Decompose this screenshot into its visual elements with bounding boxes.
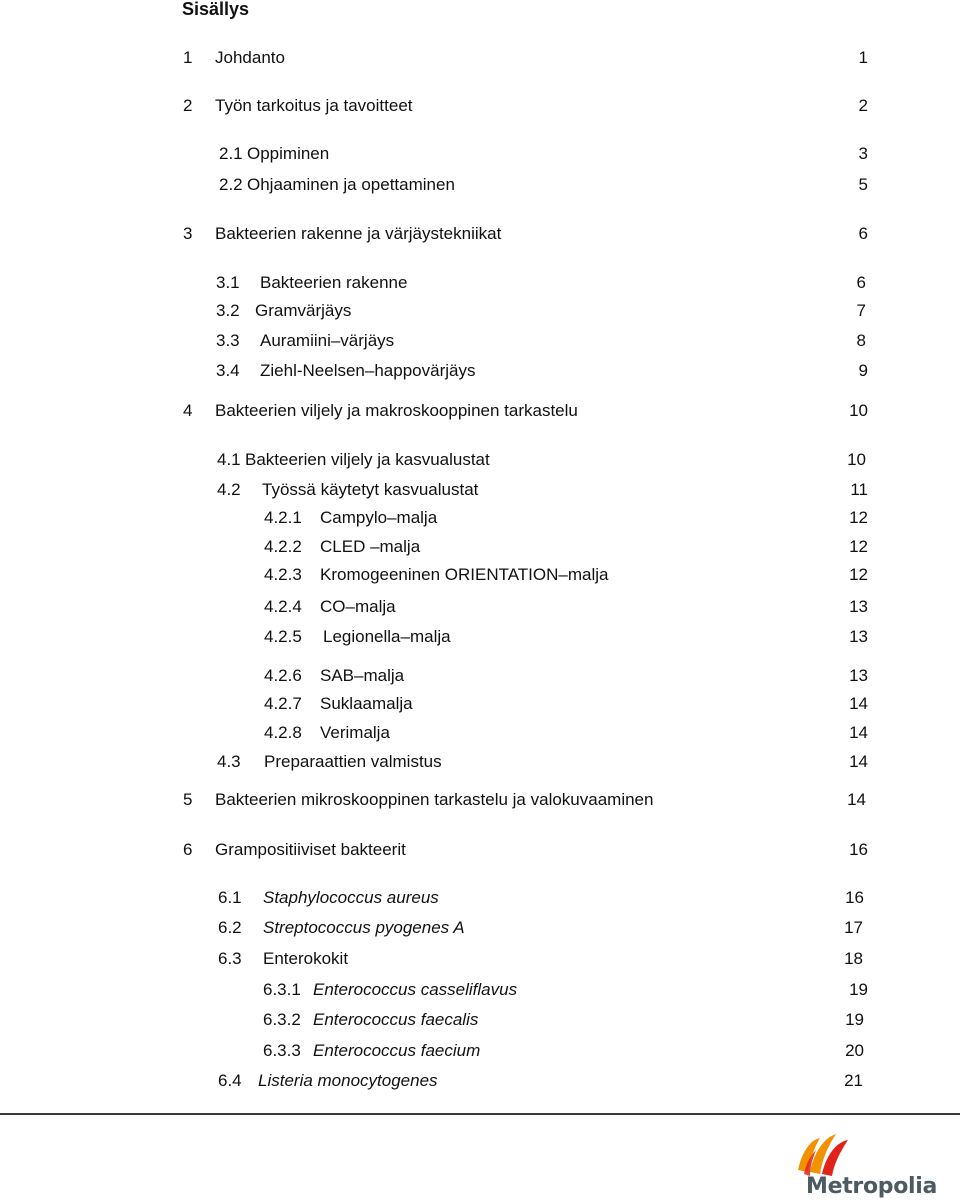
toc-entry-page: 16 <box>849 840 868 859</box>
toc-entry-title: Työn tarkoitus ja tavoitteet <box>215 96 413 115</box>
toc-entry-number: 4.2.4 <box>264 597 302 616</box>
toc-entry-title: Oppiminen <box>247 144 330 163</box>
toc-entry[interactable] <box>0 721 960 745</box>
toc-entry-title: Bakteerien viljely ja kasvualustat <box>245 450 490 469</box>
toc-entry-number: 4.2.6 <box>264 666 302 685</box>
toc-entry-number: 4.3 <box>217 752 241 771</box>
toc-entry-title: Bakteerien rakenne ja värjäystekniikat <box>215 224 502 243</box>
toc-entry-page: 17 <box>844 918 863 937</box>
toc-entry-page: 12 <box>849 565 868 584</box>
toc-entry-title: Listeria monocytogenes <box>258 1071 438 1090</box>
toc-entry-title: Bakteerien mikroskooppinen tarkastelu ja valokuvaaminen <box>215 790 654 809</box>
toc-entry-title: Legionella–malja <box>323 627 451 646</box>
toc-entry-number: 4 <box>183 401 193 420</box>
toc-entry-number: 6.1 <box>218 888 242 907</box>
toc-entry-page: 14 <box>847 790 866 809</box>
toc-entry-title: Bakteerien viljely ja makroskooppinen tarkastelu <box>215 401 578 420</box>
toc-entry[interactable] <box>0 1039 960 1063</box>
toc-entry-page: 2 <box>858 96 868 115</box>
toc-entry[interactable] <box>0 947 960 971</box>
toc-entry[interactable] <box>0 173 960 197</box>
toc-entry-title: CLED –malja <box>320 537 421 556</box>
toc-entry-page: 11 <box>850 480 868 499</box>
toc-entry-page: 12 <box>849 537 868 556</box>
toc-entry-number: 4.2 <box>217 480 241 499</box>
toc-entry-page: 8 <box>856 331 866 350</box>
toc-entry[interactable] <box>0 506 960 530</box>
toc-entry[interactable] <box>0 535 960 559</box>
toc-entry-page: 14 <box>849 694 868 713</box>
toc-entry-number: 6.3.2 <box>263 1010 301 1029</box>
toc-entry[interactable] <box>0 478 960 502</box>
toc-entry-page: 5 <box>858 175 868 194</box>
toc-entry-page: 12 <box>849 508 868 527</box>
toc-entry-title: Streptococcus pyogenes A <box>263 918 465 937</box>
toc-entry[interactable] <box>0 692 960 716</box>
toc-entry[interactable] <box>0 838 960 862</box>
toc-entry-number: 3.3 <box>216 331 240 350</box>
toc-entry-title: Ohjaaminen ja opettaminen <box>247 175 455 194</box>
toc-entry-number: 4.2.7 <box>264 694 302 713</box>
toc-entry-page: 10 <box>847 450 866 469</box>
toc-entry-title: Preparaattien valmistus <box>264 752 442 771</box>
toc-entry-page: 14 <box>849 752 868 771</box>
toc-entry[interactable] <box>0 222 960 246</box>
toc-entry-page: 13 <box>849 597 868 616</box>
toc-entry-page: 18 <box>844 949 863 968</box>
toc-entry-number: 4.2.1 <box>264 508 302 527</box>
toc-entry-title: Ziehl-Neelsen–happovärjäys <box>260 361 476 380</box>
toc-entry[interactable] <box>0 359 960 383</box>
toc-entry[interactable] <box>0 625 960 649</box>
toc-entry-title: Kromogeeninen ORIENTATION–malja <box>320 565 609 584</box>
toc-entry-number: 2.1 <box>219 144 243 163</box>
toc-entry-page: 19 <box>849 980 868 999</box>
toc-entry[interactable] <box>0 46 960 70</box>
toc-entry-number: 6.2 <box>218 918 242 937</box>
toc-entry[interactable] <box>0 1008 960 1032</box>
toc-entry-page: 20 <box>845 1041 864 1060</box>
toc-entry-title: Bakteerien rakenne <box>260 273 408 292</box>
toc-entry-page: 14 <box>849 723 868 742</box>
toc-entry-number: 4.2.3 <box>264 565 302 584</box>
toc-entry-title: Johdanto <box>215 48 285 67</box>
toc-entry[interactable] <box>0 595 960 619</box>
toc-entry-number: 4.2.2 <box>264 537 302 556</box>
toc-entry-page: 10 <box>849 401 868 420</box>
toc-entry-page: 7 <box>856 301 866 320</box>
toc-entry[interactable] <box>0 142 960 166</box>
toc-entry-page: 1 <box>858 48 868 67</box>
toc-entry-number: 4.2.5 <box>264 627 302 646</box>
toc-entry-title: CO–malja <box>320 597 396 616</box>
toc-entry-title: Suklaamalja <box>320 694 413 713</box>
toc-entry-number: 6 <box>183 840 193 859</box>
toc-entry-title: Enterococcus casseliflavus <box>313 980 518 999</box>
toc-entry-title: Työssä käytetyt kasvualustat <box>262 480 479 499</box>
toc-entry-title: Enterococcus faecium <box>313 1041 481 1060</box>
toc-entry-page: 6 <box>858 224 868 243</box>
toc-entry-page: 21 <box>844 1071 863 1090</box>
toc-entry[interactable] <box>0 399 960 423</box>
toc-entry-page: 16 <box>845 888 864 907</box>
toc-entry-number: 2 <box>183 96 193 115</box>
toc-entry-number: 6.3.3 <box>263 1041 301 1060</box>
toc-entry[interactable] <box>0 978 960 1002</box>
toc-entry-page: 3 <box>858 144 868 163</box>
toc-entry-page: 9 <box>858 361 868 380</box>
toc-entry[interactable] <box>0 563 960 587</box>
toc-entry[interactable] <box>0 299 960 323</box>
toc-entry-title: Enterococcus faecalis <box>313 1010 479 1029</box>
toc-entry-number: 6.3 <box>218 949 242 968</box>
toc-entry[interactable] <box>0 886 960 910</box>
toc-entry-number: 3.2 <box>216 301 240 320</box>
toc-entry[interactable] <box>0 750 960 774</box>
toc-entry-title: Verimalja <box>320 723 390 742</box>
toc-entry[interactable] <box>0 664 960 688</box>
toc-entry-title: Gramvärjäys <box>255 301 352 320</box>
page-title: Sisällys <box>182 0 250 19</box>
toc-entry-number: 4.1 <box>217 450 241 469</box>
toc-entry-number: 1 <box>183 48 193 67</box>
toc-entry-title: SAB–malja <box>320 666 405 685</box>
toc-entry[interactable] <box>0 329 960 353</box>
toc-entry-number: 5 <box>183 790 193 809</box>
toc-entry-number: 3.1 <box>216 273 240 292</box>
toc-entry[interactable] <box>0 94 960 118</box>
toc-entry-page: 13 <box>849 627 868 646</box>
toc-entry-page: 19 <box>845 1010 864 1029</box>
toc-entry-number: 6.3.1 <box>263 980 301 999</box>
toc-entry-title: Auramiini–värjäys <box>260 331 395 350</box>
toc-entry-page: 6 <box>856 273 866 292</box>
metropolia-logo-text: Metropolia <box>806 1174 938 1199</box>
toc-entry[interactable] <box>0 448 960 472</box>
toc-entry[interactable] <box>0 1069 960 1093</box>
toc-entry-number: 4.2.8 <box>264 723 302 742</box>
toc-entry[interactable] <box>0 916 960 940</box>
toc-entry-number: 3 <box>183 224 193 243</box>
toc-entry-number: 2.2 <box>219 175 243 194</box>
toc-entry[interactable] <box>0 788 960 812</box>
toc-entry-page: 13 <box>849 666 868 685</box>
toc-entry-number: 3.4 <box>216 361 240 380</box>
toc-entry[interactable] <box>0 271 960 295</box>
toc-entry-number: 6.4 <box>218 1071 242 1090</box>
toc-entry-title: Campylo–malja <box>320 508 438 527</box>
toc-entry-title: Staphylococcus aureus <box>263 888 439 907</box>
toc-entry-title: Enterokokit <box>263 949 349 968</box>
toc-entry-title: Grampositiiviset bakteerit <box>215 840 406 859</box>
footer-divider <box>0 1113 960 1115</box>
